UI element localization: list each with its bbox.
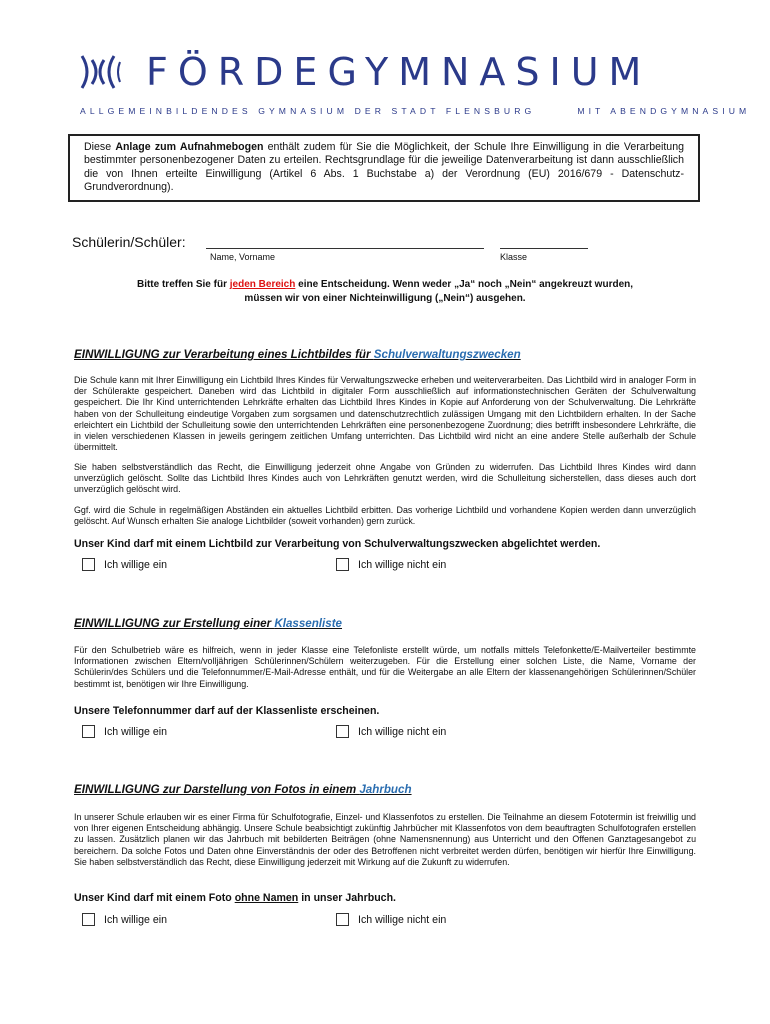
option-label: Ich willige nicht ein (358, 913, 447, 926)
consent-no-option[interactable] (336, 558, 446, 571)
option-label: Ich willige ein (104, 725, 168, 738)
consent-no-option[interactable] (336, 913, 446, 926)
option-label: Ich willige nicht ein (358, 725, 447, 738)
section-paragraph: Ggf. wird die Schule in regelmäßigen Abständen ein aktuelles Lichtbild erbitten. Das vorherige Lichtbild und vorhandene Kopien werden dann unverzüglich gelöscht. Auf Wunsch erhalten Sie analoge Lichtbilder (soweit vorhanden) gern zurück. (74, 505, 696, 527)
instruction-highlight: jeden Bereich (229, 279, 296, 290)
consent-no-option[interactable] (336, 725, 446, 738)
question-underlined: ohne Namen (234, 892, 299, 904)
consent-yes-option[interactable] (82, 913, 167, 926)
class-line[interactable] (500, 248, 588, 249)
checkbox[interactable] (82, 558, 95, 571)
section-title-yearbook (74, 783, 412, 796)
intro-box (68, 134, 700, 202)
question-suffix: in unser Jahrbuch. (298, 892, 396, 904)
class-caption: Klasse (500, 252, 528, 262)
section-paragraph: Die Schule kann mit Ihrer Einwilligung ein Lichtbild Ihres Kindes für Verwaltungszwecke erheben und weiterverarbeiten. Das Lichtbild wird in analoger Form in der Schülerakte gespeichert. Daneben wird das Lichtbild in digitaler Form ausschließlich auf informationstechnischen Geräten der Schulverwaltung gespeichert. Die Ihr Kind unterrichtenden Lehrkräfte erhalten das Lichtbild Ihres Kindes in Kopie auf Anforderung von der Schulverwaltung. Die Lehrkräfte haben von der Schulleitung eindeutige Vorgaben zum sorgsamen und datenschutzrechtlich zulässigen Umgang mit den Lichtbildern erhalten. In der Sache erleichtert ein Lichtbild der Schulleitung sowie den unterrichtenden Lehrkräften eine personenbezogene Zuordnung; dies betrifft insbesondere Lehrkräfte, die in vielen verschiedenen Klassen in jeweils geringem zeitlichen Umfang unterrichten. Das Lichtbild wird nicht an eine andere Stelle außerhalb der Schule übermittelt. (74, 375, 696, 453)
checkbox[interactable] (82, 913, 95, 926)
section-title-prefix: EINWILLIGUNG zur Erstellung einer (74, 617, 275, 630)
section-question: Unser Kind darf mit einem Lichtbild zur Verarbeitung von Schulverwaltungszwecken abgelichtet werden. (74, 538, 601, 550)
instruction-part1: Bitte treffen Sie für (136, 279, 230, 290)
section-title-highlight: Jahrbuch (359, 783, 412, 796)
checkbox[interactable] (336, 913, 349, 926)
intro-bold: Anlage zum Aufnahmebogen (115, 141, 264, 153)
intro-text-after: enthält zudem für Sie die Möglichkeit, der Schule Ihre Einwilligung in die Verarbeitung bestimmter personenbezogener Daten zu erteilen. Rechtsgrundlage für die jeweilige Datenverarbeitung ist dann ausschließlich die von Ihnen erteilte Einwilligung (Artikel 6 Abs. 1 Buchstabe a) der Verordnung (EU) 2016/679 - Datenschutz-Grundverordnung). (84, 141, 684, 194)
section-title-highlight: Schulverwaltungszwecken (373, 348, 521, 361)
section-title-prefix: EINWILLIGUNG zur Verarbeitung eines Lichtbildes für (74, 348, 374, 361)
intro-text-before: Diese (84, 141, 116, 153)
section-title-photo (74, 348, 521, 361)
school-subtitle (80, 106, 750, 116)
option-label: Ich willige ein (104, 913, 168, 926)
section-title-classlist (74, 617, 342, 630)
question-prefix: Unser Kind darf mit einem Foto (74, 892, 235, 904)
pupil-label: Schülerin/Schüler: (72, 234, 186, 250)
subtitle-right: MIT ABENDGYMNASIUM (577, 106, 751, 116)
checkbox[interactable] (336, 558, 349, 571)
section-question (74, 892, 396, 904)
section-question: Unsere Telefonnummer darf auf der Klassenliste erscheinen. (74, 705, 380, 717)
instruction-part2: eine Entscheidung. Wenn weder „Ja“ noch „Nein“ angekreuzt wurden, (295, 279, 634, 290)
checkbox[interactable] (82, 725, 95, 738)
section-paragraph: Für den Schulbetrieb wäre es hilfreich, wenn in jeder Klasse eine Telefonliste erstellt würde, um notfalls mittels Telefonkette/E-Mailverteiler bestimmte Informationen zwischen Eltern/volljährigen Schülerinnen/Schülern weiterzugeben. Für die Erstellung einer solchen Liste, die Name, Vorname der Schülerin/des Schülers und die Telefonnummer/E-Mail-Adresse enthält, und für die Weitergabe an alle Eltern der klassenangehörigen Schülerinnen/Schüler bestimmt ist, benötigen wir Ihre Einwilligung. (74, 645, 696, 689)
school-logo (78, 52, 124, 92)
consent-yes-option[interactable] (82, 558, 167, 571)
subtitle-left: ALLGEMEINBILDENDES GYMNASIUM DER STADT FLENSBURG (80, 106, 536, 116)
school-name: FÖRDEGYMNASIUM (146, 50, 652, 94)
name-line[interactable] (206, 248, 484, 249)
option-label: Ich willige nicht ein (358, 558, 447, 571)
section-title-highlight: Klassenliste (274, 617, 343, 630)
option-label: Ich willige ein (104, 558, 168, 571)
section-paragraph: Sie haben selbstverständlich das Recht, die Einwilligung jederzeit ohne Angabe von Gründen zu widerrufen. Das Lichtbild Ihres Kindes wird dann unverzüglich gelöscht. Sollte das Lichtbild Ihres Kindes auch von Lehrkräften genutzt werden, wird die Schulleitung sicherstellen, dass dieses auch dort unverzüglich gelöscht wird. (74, 462, 696, 495)
instruction-line2: müssen wir von einer Nichteinwilligung („Nein“) ausgehen. (244, 293, 526, 304)
section-paragraph: In unserer Schule erlauben wir es einer Firma für Schulfotografie, Einzel- und Klassenfotos zu erstellen. Die Teilnahme an diesem Fototermin ist freiwillig und von Ihrer eigenen Entscheidung abhängig. Unsere Schule beabsichtigt zukünftig Jahrbücher mit Klassenfotos von dem beauftragten Schulfotografen erstellen zu lassen. Zusätzlich planen wir das Jahrbuch mit bebilderten Beiträgen (ohne Namensnennung) aus Unterricht und den Offenen Ganztagesangebot zu bereichern. Da solche Fotos und Daten ohne Einverständnis der oder des Betroffenen nicht verbreitet werden dürfen, benötigen wir hierfür Ihre Einwilligung. Sie haben selbstverständlich das Recht, diese Einwilligung jederzeit mit Wirkung auf die Zukunft zu widerrufen. (74, 812, 696, 867)
instruction (72, 278, 698, 306)
name-caption: Name, Vorname (210, 252, 276, 262)
consent-yes-option[interactable] (82, 725, 167, 738)
checkbox[interactable] (336, 725, 349, 738)
section-title-prefix: EINWILLIGUNG zur Darstellung von Fotos in einem (74, 783, 360, 796)
